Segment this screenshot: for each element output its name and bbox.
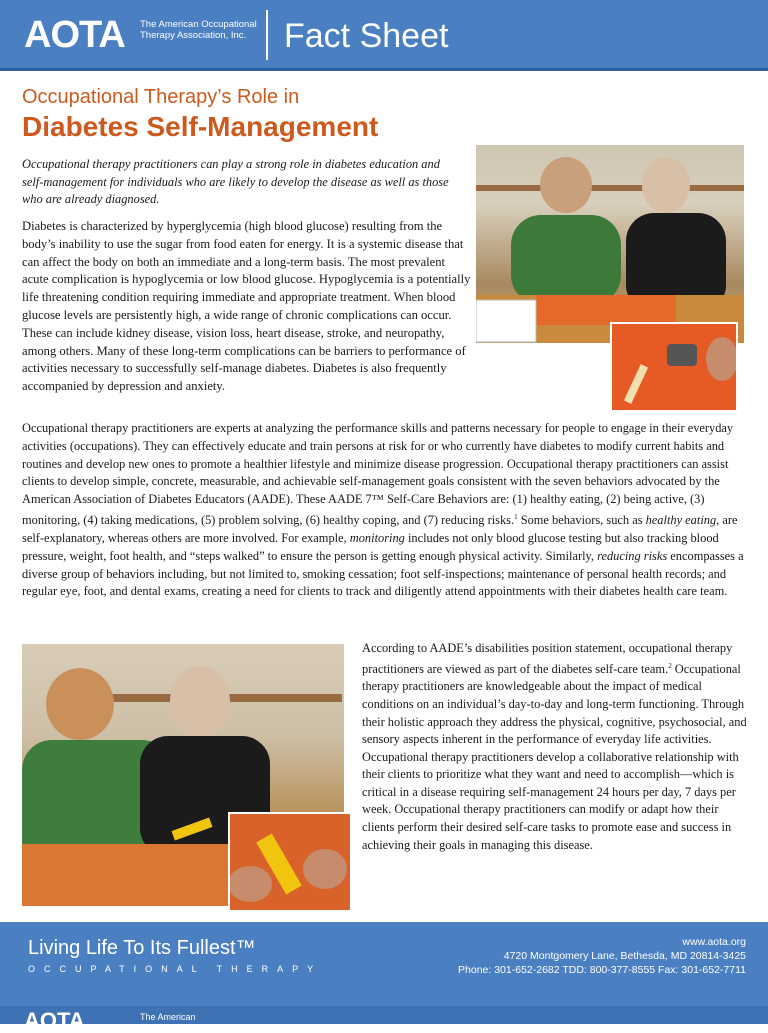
- photo-insulin-pen-closeup-illustration: [230, 814, 350, 910]
- aota-logo: AOTA: [24, 14, 125, 56]
- footer-aota-logo: AOTA: [24, 1008, 85, 1033]
- doc-type-title: Fact Sheet: [284, 17, 449, 55]
- intro-paragraph: Occupational therapy practitioners can play a strong role in diabetes education and self-management for individuals who are likely to develop the disease as well as those who are already diagnosed.: [22, 157, 449, 207]
- photo-therapist-session: [476, 145, 744, 343]
- paragraph-ot-experts: Occupational therapy practitioners are experts at analyzing the performance skills and patterns necessary for people to engage in their everyday activities (occupations). They can effectively educate and train persons at risk for or who currently have diabetes to modify current habits and routines and develop new ones to promote a healthier lifestyle and minimize disease progression. Occupational therapy practitioners can assist clients to develop simple, concrete, measurable, and achievable self-management goals consistent with the seven behaviors advocated by the American Association of Diabetes Educators (AADE). These AADE 7™ Self-Care Behaviors are: (1) healthy eating, (2) being active, (3) monitoring, (4) taking medications, (5) problem solving, (6) healthy coping, and (7) reducing risks.$^1$ Some behaviors, such as healthy eating, are self-explanatory, whereas others are more involved. For example, monitoring includes not only blood glucose testing but also tracking blood pressure, weight, foot health, and “steps walked” to ensure the person is getting enough physical activity. Similarly, reducing risks encompasses a diverse group of behaviors including, but not limited to, smoking cessation; foot self-inspections; maintenance of personal health records; and regular eye, foot, and dental exams, creating a need for clients to track and diligently attend appointments with their diabetes health care team.: [22, 421, 744, 599]
- page-subtitle: Occupational Therapy’s Role in: [22, 86, 300, 108]
- paragraph-aade-position: According to AADE’s disabilities position statement, occupational therapy practitioners are viewed as part of the diabetes self-care team.$^2$ Occupational therapy practitioners are knowledgeable about the impact of medical conditions on an individual’s day-to-day and long-term functioning. Through their holistic approach they address the physical, cognitive, psychosocial, and sensory aspects inherent in the performance of everyday life activities. Occupational therapy practitioners develop a collaborative relationship with their clients to prioritize what they want and need to accomplish—which is critical in a disease requiring self-management 24 hours per day, 7 days per week. Occupational therapy practitioners can modify or adapt how their clients perform their desired self-care tasks to promote ease and success in achieving their goals in managing this disease.: [362, 641, 747, 852]
- footer-org-name: The American: [140, 1012, 196, 1022]
- header-divider: [266, 10, 268, 60]
- photo-therapist-session-illustration: [476, 145, 744, 343]
- footer-tagline: Living Life To Its Fullest™: [28, 937, 256, 959]
- footer-contact: [458, 935, 746, 977]
- photo-glucose-meter: [610, 322, 738, 412]
- footer-website-link[interactable]: www.aota.org: [682, 936, 746, 948]
- footer-phones: Phone: 301-652-2682 TDD: 800-377-8555 Fax: 301-652-7711: [458, 964, 746, 976]
- org-name: The American Occupational Therapy Association, Inc.: [140, 19, 257, 41]
- photo-glucose-meter-illustration: [612, 324, 736, 410]
- footer-address: 4720 Montgomery Lane, Bethesda, MD 20814-3425: [503, 950, 746, 962]
- citation-1: 1: [514, 512, 518, 521]
- photo-insulin-pen-closeup: [228, 812, 352, 912]
- footer-band: [0, 1006, 768, 1024]
- footer-ot-label: OCCUPATIONAL THERAPY: [28, 964, 323, 974]
- header-bar: [0, 0, 768, 71]
- paragraph-diabetes-overview: Diabetes is characterized by hyperglycemia (high blood glucose) resulting from the body’s inability to use the sugar from food eaten for energy. It is a systemic disease that can affect the body on both an immediate and a long-term basis. The most prevalent acute complication is hypoglycemia or low blood glucose. Hypoglycemia is a potentially life threatening condition requiring immediate and appropriate treatment. When blood glucose levels are persistently high, a wide range of chronic complications can occur. These can include kidney disease, vision loss, heart disease, stroke, and neuropathy, among others. Many of these long-term complications can be barriers to performance of activities necessary to successfully self-manage diabetes. Diabetes is also frequently accompanied by depression and anxiety.: [22, 219, 471, 394]
- citation-2: 2: [668, 661, 672, 670]
- page-title: Diabetes Self-Management: [22, 111, 379, 142]
